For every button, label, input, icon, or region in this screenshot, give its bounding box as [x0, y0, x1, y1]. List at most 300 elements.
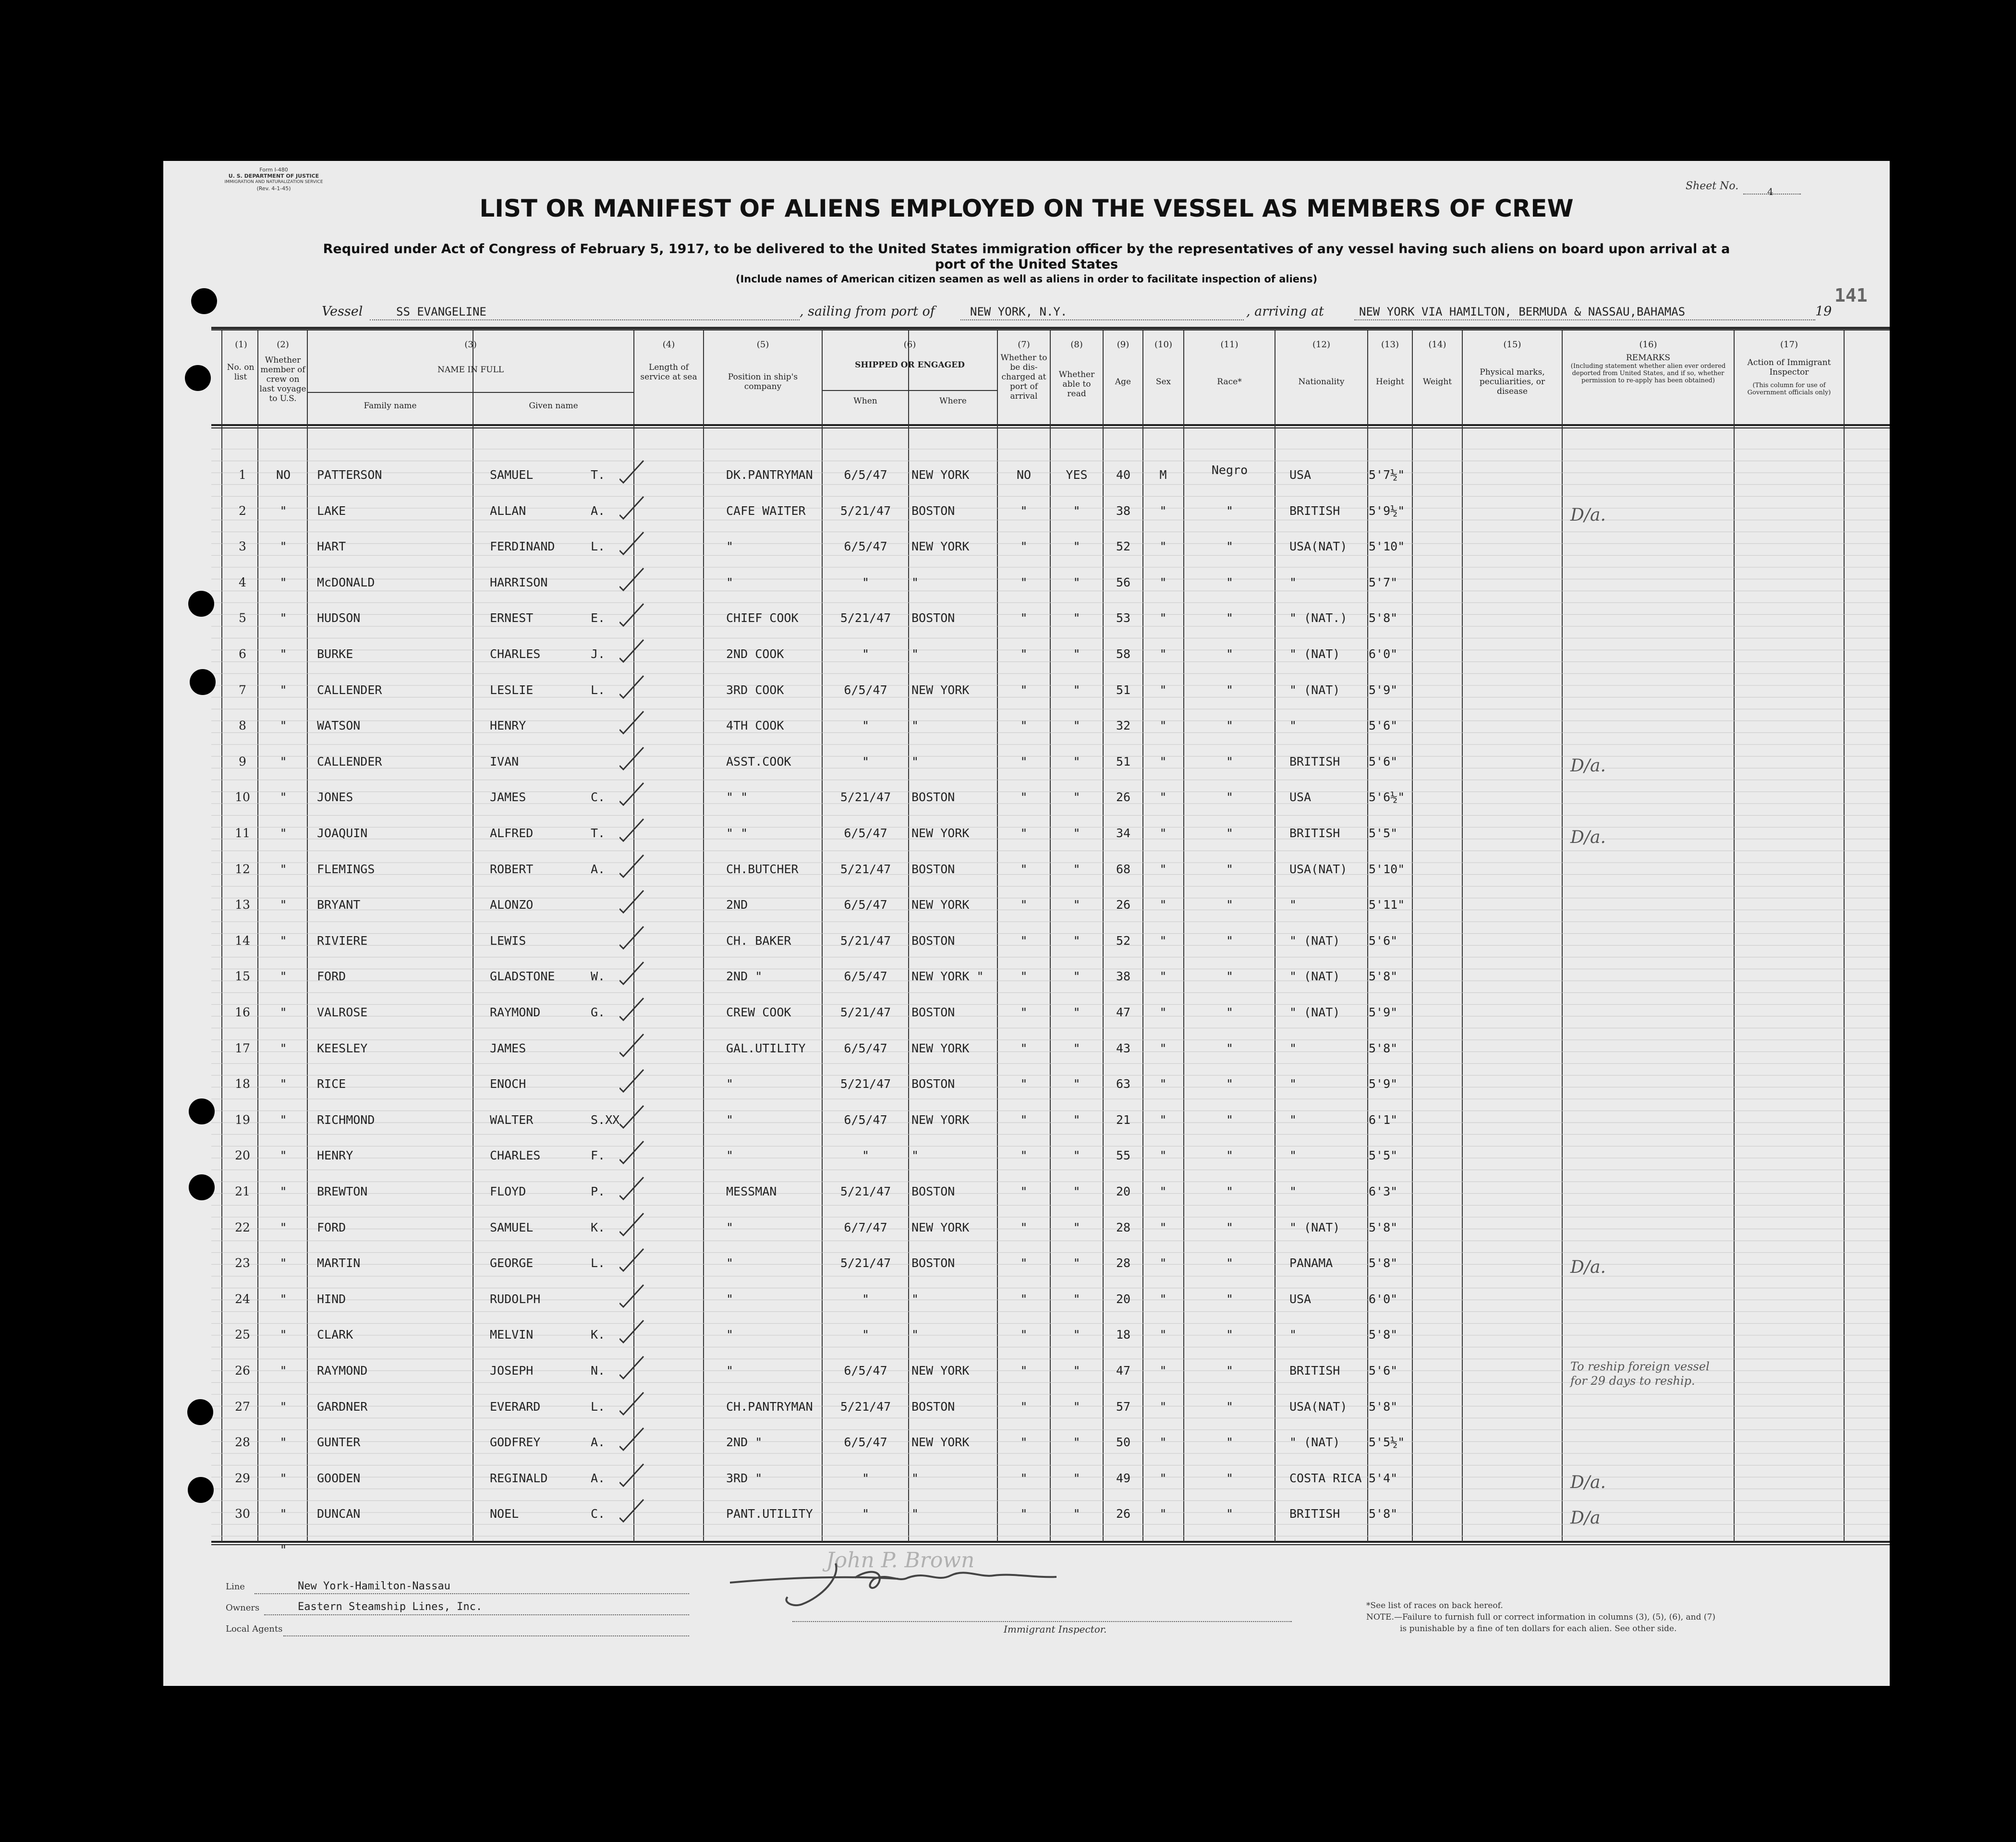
age: 34: [1116, 826, 1131, 840]
agents-underline: [283, 1635, 689, 1636]
table-row: [163, 576, 1890, 595]
row-number: 14: [235, 933, 250, 948]
able-to-read: ": [1073, 1507, 1081, 1521]
sex: ": [1159, 611, 1167, 625]
able-to-read: ": [1073, 575, 1081, 589]
col6-header: SHIPPED OR ENGAGED: [855, 360, 965, 370]
given-name: ROBERT: [490, 862, 534, 876]
family-name: RIVIERE: [317, 933, 368, 948]
races-note: *See list of races on back hereof.: [1366, 1601, 1503, 1610]
race: ": [1226, 1148, 1234, 1163]
prev-voyage: ": [279, 826, 287, 840]
able-to-read: ": [1073, 754, 1081, 769]
prev-voyage: NO: [276, 468, 291, 482]
age: 20: [1116, 1292, 1131, 1306]
able-to-read: ": [1073, 1328, 1081, 1342]
height: 5'8": [1369, 969, 1398, 984]
discharge: ": [1020, 1328, 1028, 1342]
shipped-when: ": [862, 647, 870, 661]
nationality: USA: [1289, 1292, 1312, 1306]
shipped-when: 5/21/47: [840, 611, 891, 625]
discharge: ": [1020, 1471, 1028, 1485]
age: 63: [1116, 1077, 1131, 1091]
family-name: GUNTER: [317, 1435, 361, 1450]
able-to-read: ": [1073, 1184, 1081, 1198]
nationality: ": [1289, 575, 1297, 589]
prev-voyage: ": [279, 1005, 287, 1019]
table-row: [163, 463, 1890, 488]
age: 26: [1116, 898, 1131, 912]
prev-voyage: ": [279, 1507, 287, 1521]
shipped-where: ": [911, 1328, 919, 1342]
nationality: BRITISH: [1289, 1364, 1340, 1378]
family-name: GARDNER: [317, 1399, 368, 1414]
nationality: " (NAT): [1289, 1005, 1340, 1019]
able-to-read: ": [1073, 719, 1081, 733]
position: CH.BUTCHER: [726, 862, 799, 876]
age: 47: [1116, 1364, 1131, 1378]
position: CREW COOK: [726, 1005, 791, 1019]
prev-voyage: ": [279, 539, 287, 554]
sex: ": [1159, 898, 1167, 912]
nationality: COSTA RICA: [1289, 1471, 1362, 1485]
position: " ": [726, 790, 748, 805]
inspector-label: Immigrant Inspector.: [1004, 1623, 1107, 1635]
sex: ": [1159, 1364, 1167, 1378]
shipped-when: 6/5/47: [844, 1112, 887, 1127]
shipped-when: 5/21/47: [840, 1184, 891, 1198]
table-row: [163, 1472, 1890, 1491]
col13-header: Height: [1376, 377, 1404, 387]
family-name: FORD: [317, 969, 346, 984]
family-name: RICE: [317, 1077, 346, 1091]
check-mark-icon: [619, 637, 672, 666]
able-to-read: ": [1073, 898, 1081, 912]
position: CHIEF COOK: [726, 611, 799, 625]
given-name: ENOCH: [490, 1077, 526, 1091]
col1-header: No. on list: [227, 363, 255, 382]
discharge: ": [1020, 969, 1028, 984]
position: " ": [726, 826, 748, 840]
col4-header: Length of service at sea: [640, 363, 697, 382]
given-name: JAMES: [490, 1041, 526, 1055]
height: 5'9½": [1369, 503, 1405, 518]
nationality: " (NAT): [1289, 969, 1340, 984]
given-initial: N.: [591, 1364, 606, 1378]
sailing-label: , sailing from port of: [800, 304, 935, 319]
prev-voyage: ": [279, 1399, 287, 1414]
nationality: PANAMA: [1289, 1256, 1333, 1270]
remark-handwritten: D/a.: [1570, 1257, 1606, 1278]
height: 5'7½": [1369, 468, 1405, 482]
given-name: GODFREY: [490, 1435, 541, 1450]
page-title: LIST OR MANIFEST OF ALIENS EMPLOYED ON THE VESSEL AS MEMBERS OF CREW: [479, 195, 1574, 222]
table-row: [163, 611, 1890, 631]
line-label: Line: [226, 1582, 245, 1592]
position: 2ND ": [726, 969, 763, 984]
row-number: 19: [235, 1112, 250, 1127]
shipped-where: NEW YORK: [911, 898, 970, 912]
prev-voyage: ": [279, 1256, 287, 1270]
nationality: ": [1289, 1184, 1297, 1198]
age: 51: [1116, 754, 1131, 769]
table-row: [163, 1507, 1890, 1526]
race: ": [1226, 1005, 1234, 1019]
sex: ": [1159, 1077, 1167, 1091]
col16-subheader: (Including statement whether alien ever ordered deported from United States, and if so, whether permission to re-apply has been obtained): [1570, 363, 1726, 384]
col2-header: Whether member of crew on last voyage to U.S.: [259, 355, 306, 403]
given-name: RAYMOND: [490, 1005, 541, 1019]
row-number: 1: [239, 468, 246, 482]
discharge: ": [1020, 790, 1028, 805]
discharge: ": [1020, 754, 1028, 769]
family-name: KEESLEY: [317, 1041, 368, 1055]
shipped-where: BOSTON: [911, 790, 955, 805]
prev-voyage: ": [279, 933, 287, 948]
shipped-when: 6/7/47: [844, 1220, 887, 1234]
col5-header: Position in ship's company: [728, 372, 798, 391]
col10-header: Sex: [1155, 377, 1171, 387]
given-initial: L.: [591, 539, 606, 554]
given-name: RUDOLPH: [490, 1292, 541, 1306]
race: ": [1226, 1184, 1234, 1198]
discharge: ": [1020, 933, 1028, 948]
discharge: ": [1020, 503, 1028, 518]
position: CAFE WAITER: [726, 503, 806, 518]
shipped-when: ": [862, 754, 870, 769]
sex: ": [1159, 1112, 1167, 1127]
family-name: PATTERSON: [317, 468, 382, 482]
position: PANT.UTILITY: [726, 1507, 813, 1521]
col5-number: (5): [756, 340, 769, 350]
col15-header: Physical marks, peculiarities, or disease: [1479, 367, 1545, 396]
position: 2ND ": [726, 1435, 763, 1450]
prev-voyage: ": [279, 1077, 287, 1091]
owners-underline: [264, 1614, 689, 1615]
check-mark-icon: [619, 888, 672, 916]
prev-voyage: ": [279, 575, 287, 589]
sheet-label: Sheet No.: [1686, 180, 1739, 192]
sex: ": [1159, 1507, 1167, 1521]
col12-header: Nationality: [1298, 377, 1345, 387]
given-name: ALLAN: [490, 503, 526, 518]
check-mark-icon: [619, 1461, 672, 1490]
col10-number: (10): [1154, 340, 1172, 350]
prev-voyage: ": [279, 969, 287, 984]
given-name: HARRISON: [490, 575, 548, 589]
prev-voyage: ": [279, 1220, 287, 1234]
race: ": [1226, 1077, 1234, 1091]
col6a-header: When: [853, 396, 877, 406]
col3-header: NAME IN FULL: [437, 365, 504, 375]
family-name: RAYMOND: [317, 1364, 368, 1378]
age: 40: [1116, 468, 1131, 482]
given-name: ERNEST: [490, 611, 534, 625]
height: 5'6": [1369, 719, 1398, 733]
row-number: 13: [235, 898, 250, 912]
shipped-where: NEW YORK: [911, 1220, 970, 1234]
row-number: 15: [235, 969, 250, 984]
given-name: LEWIS: [490, 933, 526, 948]
race: ": [1226, 1364, 1234, 1378]
height: 5'8": [1369, 1256, 1398, 1270]
given-initial: L.: [591, 683, 606, 697]
race: ": [1226, 683, 1234, 697]
col12-number: (12): [1312, 340, 1330, 350]
page-number: 141: [1834, 285, 1868, 306]
binder-hole: [187, 1399, 213, 1425]
prev-voyage: ": [279, 1328, 287, 1342]
position: 2ND: [726, 898, 748, 912]
given-name: FERDINAND: [490, 539, 555, 554]
table-row: [163, 1042, 1890, 1061]
nationality: " (NAT): [1289, 933, 1340, 948]
table-row: [163, 934, 1890, 953]
age: 55: [1116, 1148, 1131, 1163]
sex: ": [1159, 683, 1167, 697]
discharge: ": [1020, 1399, 1028, 1414]
nationality: ": [1289, 898, 1297, 912]
col1-number: (1): [235, 340, 247, 350]
given-name: FLOYD: [490, 1184, 526, 1198]
position: 2ND COOK: [726, 647, 784, 661]
position: ": [726, 539, 734, 554]
family-name: BRYANT: [317, 898, 361, 912]
discharge: ": [1020, 1256, 1028, 1270]
form-number: Form I-480: [259, 167, 288, 173]
prev-voyage: ": [279, 683, 287, 697]
shipped-where: BOSTON: [911, 862, 955, 876]
sex: ": [1159, 1005, 1167, 1019]
shipped-when: 5/21/47: [840, 503, 891, 518]
race: ": [1226, 1399, 1234, 1414]
able-to-read: ": [1073, 611, 1081, 625]
check-mark-icon: [619, 852, 672, 881]
col6b-header: Where: [939, 396, 967, 406]
given-initial: G.: [591, 1005, 606, 1019]
shipped-when: 5/21/47: [840, 790, 891, 805]
race: ": [1226, 1471, 1234, 1485]
family-name: JOAQUIN: [317, 826, 368, 840]
age: 18: [1116, 1328, 1131, 1342]
position: ": [726, 1364, 734, 1378]
sex: ": [1159, 1328, 1167, 1342]
position: 4TH COOK: [726, 719, 784, 733]
sex: ": [1159, 1471, 1167, 1485]
check-mark-icon: [619, 1497, 672, 1525]
nationality: BRITISH: [1289, 1507, 1340, 1521]
given-initial: A.: [591, 1471, 606, 1485]
remark-handwritten: To reship foreign vessel for 29 days to reship.: [1570, 1360, 1710, 1388]
given-initial: C.: [591, 1507, 606, 1521]
sex: ": [1159, 647, 1167, 661]
height: 5'6": [1369, 933, 1398, 948]
check-mark-icon: [619, 924, 672, 952]
family-name: DUNCAN: [317, 1507, 361, 1521]
discharge: ": [1020, 862, 1028, 876]
subtitle-2: port of the United States: [935, 257, 1118, 272]
year-label: 19: [1815, 304, 1832, 319]
binder-hole: [189, 1174, 215, 1200]
discharge: ": [1020, 1041, 1028, 1055]
table-row: [163, 1149, 1890, 1168]
discharge: ": [1020, 1112, 1028, 1127]
check-mark-icon: [619, 744, 672, 773]
shipped-when: 5/21/47: [840, 1256, 891, 1270]
given-name: GLADSTONE: [490, 969, 555, 984]
nationality: " (NAT): [1289, 1435, 1340, 1450]
shipped-when: 6/5/47: [844, 969, 887, 984]
able-to-read: ": [1073, 862, 1081, 876]
shipped-where: NEW YORK: [911, 1041, 970, 1055]
height: 5'4": [1369, 1471, 1398, 1485]
shipped-where: ": [911, 1471, 919, 1485]
race: ": [1226, 503, 1234, 518]
height: 5'5½": [1369, 1435, 1405, 1450]
nationality: USA(NAT): [1289, 1399, 1348, 1414]
agents-label: Local Agents: [226, 1624, 283, 1634]
sex: ": [1159, 719, 1167, 733]
age: 38: [1116, 969, 1131, 984]
shipped-where: ": [911, 1292, 919, 1306]
family-name: BREWTON: [317, 1184, 368, 1198]
check-mark-icon: [619, 1390, 672, 1418]
table-row: [163, 1360, 1890, 1388]
height: 5'8": [1369, 1399, 1398, 1414]
age: 52: [1116, 539, 1131, 554]
check-mark-icon: [619, 1103, 672, 1132]
shipped-when: ": [862, 1328, 870, 1342]
table-row: [163, 719, 1890, 738]
check-mark-icon: [619, 458, 672, 487]
row-number: 23: [235, 1256, 250, 1270]
shipped-where: ": [911, 575, 919, 589]
age: 52: [1116, 933, 1131, 948]
prev-voyage: ": [279, 790, 287, 805]
shipped-where: BOSTON: [911, 611, 955, 625]
sex: ": [1159, 1256, 1167, 1270]
shipped-where: BOSTON: [911, 503, 955, 518]
shipped-where: BOSTON: [911, 1077, 955, 1091]
remark-handwritten: D/a: [1570, 1508, 1601, 1528]
given-initial: K.: [591, 1328, 606, 1342]
binder-hole: [185, 365, 211, 391]
sex: ": [1159, 1220, 1167, 1234]
table-row: [163, 755, 1890, 774]
race: ": [1226, 898, 1234, 912]
sex: ": [1159, 1435, 1167, 1450]
sex: ": [1159, 539, 1167, 554]
form-dept: U. S. DEPARTMENT OF JUSTICE: [228, 173, 319, 179]
shipped-where: BOSTON: [911, 1256, 955, 1270]
given-name: JOSEPH: [490, 1364, 534, 1378]
given-name: EVERARD: [490, 1399, 541, 1414]
sex: ": [1159, 1184, 1167, 1198]
family-name: FORD: [317, 1220, 346, 1234]
shipped-when: 6/5/47: [844, 1364, 887, 1378]
height: 5'6": [1369, 1364, 1398, 1378]
prev-voyage: ": [279, 898, 287, 912]
shipped-when: 6/5/47: [844, 898, 887, 912]
race: ": [1226, 1292, 1234, 1306]
race: ": [1226, 969, 1234, 984]
sex: ": [1159, 503, 1167, 518]
table-row: [163, 540, 1890, 559]
discharge: ": [1020, 575, 1028, 589]
col14-number: (14): [1428, 340, 1446, 350]
race: ": [1226, 611, 1234, 625]
shipped-where: ": [911, 1148, 919, 1163]
row-number: 20: [235, 1148, 250, 1163]
nationality: USA(NAT): [1289, 862, 1348, 876]
given-name: WALTER: [490, 1112, 534, 1127]
family-name: RICHMOND: [317, 1112, 375, 1127]
check-mark-icon: [619, 816, 672, 845]
col8-number: (8): [1070, 340, 1083, 350]
binder-hole: [191, 288, 217, 314]
row-number: 30: [235, 1507, 250, 1521]
able-to-read: ": [1073, 683, 1081, 697]
sex: ": [1159, 1148, 1167, 1163]
given-name: CHARLES: [490, 1148, 541, 1163]
shipped-where: ": [911, 1507, 919, 1521]
given-name: ALONZO: [490, 898, 534, 912]
shipped-where: BOSTON: [911, 1399, 955, 1414]
given-name: REGINALD: [490, 1471, 548, 1485]
check-mark-icon: [619, 1210, 672, 1239]
prev-voyage: ": [279, 719, 287, 733]
discharge: ": [1020, 826, 1028, 840]
sex: ": [1159, 1292, 1167, 1306]
position: ": [726, 1256, 734, 1270]
col3-number: (3): [464, 340, 477, 350]
discharge: NO: [1016, 468, 1032, 482]
sex: ": [1159, 575, 1167, 589]
able-to-read: ": [1073, 1077, 1081, 1091]
nationality: " (NAT.): [1289, 611, 1348, 625]
shipped-where: NEW YORK ": [911, 969, 984, 984]
age: 28: [1116, 1220, 1131, 1234]
table-row: [163, 1077, 1890, 1097]
discharge: ": [1020, 898, 1028, 912]
shipped-when: 5/21/47: [840, 933, 891, 948]
height: 6'1": [1369, 1112, 1398, 1127]
position: ": [726, 1220, 734, 1234]
height: 5'7": [1369, 575, 1398, 589]
check-mark-icon: [619, 1246, 672, 1275]
nationality: " (NAT): [1289, 647, 1340, 661]
row-number: 25: [235, 1328, 250, 1342]
row-number: 8: [239, 719, 246, 733]
age: 58: [1116, 647, 1131, 661]
note-line-2: is punishable by a fine of ten dollars for each alien. See other side.: [1400, 1624, 1677, 1634]
shipped-when: ": [862, 1471, 870, 1485]
row-number: 21: [235, 1184, 250, 1198]
check-mark-icon: [619, 1067, 672, 1096]
prev-voyage: ": [279, 1471, 287, 1485]
col13-number: (13): [1381, 340, 1399, 350]
owners-label: Owners: [226, 1603, 260, 1613]
row-number: 22: [235, 1220, 250, 1234]
given-name: MELVIN: [490, 1328, 534, 1342]
age: 68: [1116, 862, 1131, 876]
shipped-where: ": [911, 647, 919, 661]
nationality: " (NAT): [1289, 683, 1340, 697]
family-name: HIND: [317, 1292, 346, 1306]
position: ": [726, 575, 734, 589]
shipped-when: 5/21/47: [840, 1077, 891, 1091]
binder-hole: [189, 1098, 215, 1124]
